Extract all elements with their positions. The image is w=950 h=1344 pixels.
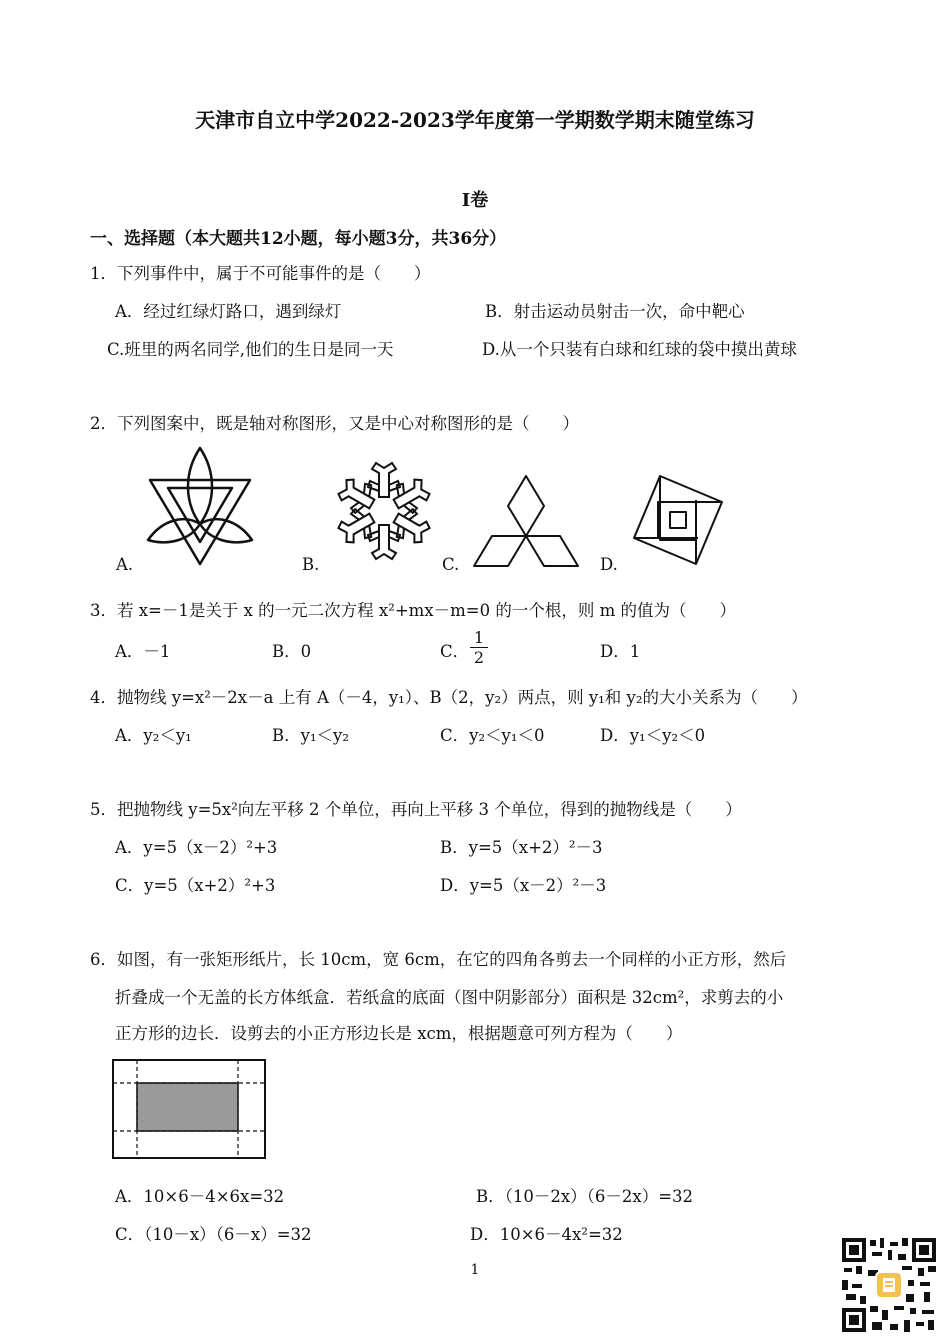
q4-option-a: A．y₂＜y₁	[115, 726, 192, 745]
q2-option-b: B.	[302, 555, 320, 574]
fraction-numerator: 1	[470, 628, 488, 648]
fraction-denominator: 2	[473, 648, 485, 667]
q5-option-b: B．y=5（x+2）²－3	[440, 838, 603, 857]
q4-option-c: C．y₂＜y₁＜0	[440, 726, 545, 745]
q2-stem: 2．下列图案中，既是轴对称图形，又是中心对称图形的是（ ）	[90, 414, 579, 433]
q3-option-c-fraction	[470, 628, 488, 667]
q1-stem: 1．下列事件中，属于不可能事件的是（ ）	[90, 264, 431, 283]
q4-stem: 4．抛物线 y=x²－2x－a 上有 A（－4，y₁）、B（2，y₂）两点，则 y₁和 y₂的大小关系为（ ）	[90, 688, 808, 707]
q3-option-d: D．1	[600, 642, 641, 661]
q3-option-c-label: C．	[440, 642, 470, 661]
q4-option-b: B．y₁＜y₂	[272, 726, 349, 745]
q4-option-d: D．y₁＜y₂＜0	[600, 726, 706, 745]
q6-line-1: 6．如图，有一张矩形纸片，长 10cm，宽 6cm，在它的四角各剪去一个同样的小正方形，然后	[90, 950, 787, 969]
qr-code-icon	[840, 1236, 938, 1334]
q2-option-a: A.	[116, 555, 134, 574]
q2-option-d: D.	[600, 555, 618, 574]
figure-c-three-rhombi	[470, 472, 582, 568]
q2-option-c: C.	[442, 555, 460, 574]
q6-option-d: D．10×6－4x²=32	[470, 1225, 623, 1244]
q6-option-c: C．（10－x）（6－x）=32	[115, 1225, 312, 1244]
q1-option-b: B．射击运动员射击一次，命中靶心	[485, 302, 745, 321]
figure-a-triangle-petals	[140, 442, 260, 572]
figure-paper-rectangle	[112, 1059, 268, 1161]
q3-option-a: A．－1	[115, 642, 171, 661]
figure-d-pinwheel-square	[628, 470, 728, 570]
volume-heading: I卷	[461, 190, 489, 211]
q5-option-a: A．y=5（x－2）²+3	[115, 838, 278, 857]
q3-stem: 3．若 x=－1是关于 x 的一元二次方程 x²+mx－m=0 的一个根，则 m 的值为（ ）	[90, 601, 736, 620]
page-number: 1	[470, 1262, 480, 1278]
figure-b-snowflake	[328, 452, 440, 570]
q1-option-d: D.从一个只装有白球和红球的袋中摸出黄球	[482, 340, 797, 359]
q1-option-c: C.班里的两名同学,他们的生日是同一天	[107, 340, 394, 359]
q6-option-a: A．10×6－4×6x=32	[115, 1187, 285, 1206]
q5-option-d: D．y=5（x－2）²－3	[440, 876, 607, 895]
q5-option-c: C．y=5（x+2）²+3	[115, 876, 276, 895]
section-heading: 一、选择题（本大题共12小题，每小题3分，共36分）	[90, 229, 507, 249]
q1-option-a: A．经过红绿灯路口，遇到绿灯	[115, 302, 342, 321]
q5-stem: 5．把抛物线 y=5x²向左平移 2 个单位，再向上平移 3 个单位，得到的抛物线是（ ）	[90, 800, 742, 819]
q6-line-2: 折叠成一个无盖的长方体纸盒．若纸盒的底面（图中阴影部分）面积是 32cm²，求剪去的小	[115, 988, 784, 1007]
q6-line-3: 正方形的边长．设剪去的小正方形边长是 xcm，根据题意可列方程为（ ）	[115, 1024, 683, 1043]
q6-option-b: B．（10－2x）（6－2x）=32	[476, 1187, 694, 1206]
page-title: 天津市自立中学2022-2023学年度第一学期数学期末随堂练习	[195, 108, 755, 132]
q3-option-b: B．0	[272, 642, 312, 661]
